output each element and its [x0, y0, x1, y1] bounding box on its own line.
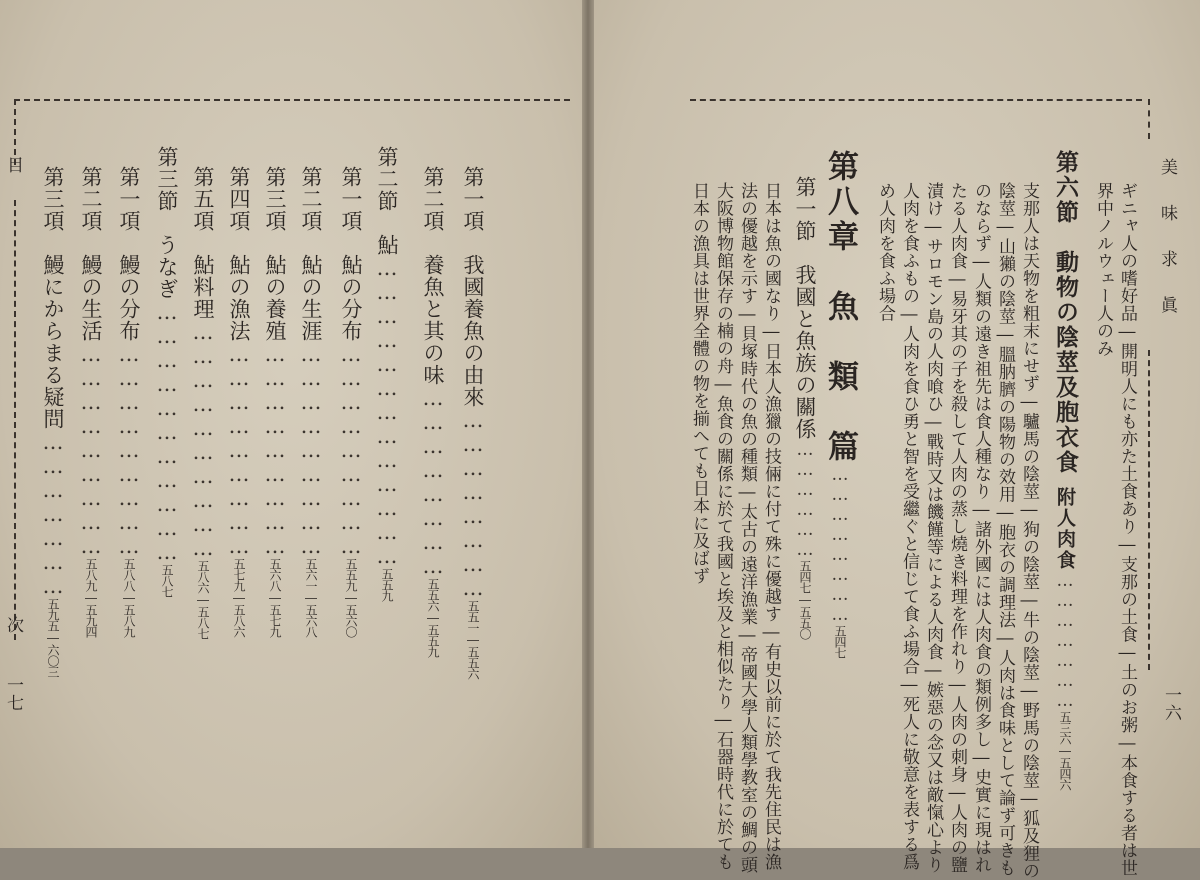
toc-page-range: 五八七 — [160, 564, 174, 597]
toc-entry — [192, 166, 213, 639]
top-border-rule — [690, 99, 1142, 101]
toc-entry — [42, 166, 63, 677]
toc-page-range: 五八八―五八九 — [122, 558, 136, 637]
toc-leader: …………………… — [421, 386, 445, 578]
toc-entry — [422, 166, 443, 657]
toc-page-range: 五六八―五七九 — [268, 558, 282, 637]
toc-entry-label: 第三項 鰻にからまる疑問 — [41, 166, 65, 430]
page-number: 一七 — [3, 676, 23, 712]
toc-entry-label: 第二項 鰻の生活 — [79, 166, 103, 342]
toc-entry-label: 第一項 我國養魚の由來 — [461, 166, 485, 408]
toc-entry — [80, 166, 101, 637]
section-title: 第六節 動物の陰莖及胞衣食 — [1052, 150, 1079, 475]
toc-leader: ……………………… — [299, 342, 323, 558]
body-line: め人肉を食ふ場合 — [875, 182, 895, 322]
toc-entry — [300, 166, 321, 637]
toc-page-range: 五八九―五九四 — [84, 558, 98, 637]
toc-page-range: 五九五―六〇三 — [46, 598, 60, 677]
toc-leader: ………………… — [41, 430, 65, 598]
toc-entry — [228, 166, 249, 637]
page-number: 一六 — [1161, 686, 1181, 722]
body-line: 漬け―サロモン島の人肉喰ひ―戰時又は饑饉等による人肉食―嫉惡の念又は敵愾心より — [923, 182, 943, 874]
toc-entry — [340, 166, 361, 637]
left-page — [0, 0, 582, 848]
running-header-title: 美 味 求 眞 — [1157, 158, 1177, 319]
toc-page-range: 五三六―五四六 — [1058, 711, 1072, 790]
toc-leader: ……………………… — [117, 342, 141, 558]
toc-entry-label: 第一項 鰻の分布 — [117, 166, 141, 342]
toc-entry-label: 第五項 鮎料理 — [191, 166, 215, 320]
toc-entry-label: 第三項 鮎の養殖 — [263, 166, 287, 342]
toc-page-range: 五五六―五五九 — [426, 578, 440, 657]
toc-entry-label: 第三節 うなぎ — [155, 146, 179, 300]
toc-page-range: 五五九―五六〇 — [344, 558, 358, 637]
top-border-rule — [14, 99, 570, 101]
section-title: 第一節 我國と魚族の關係 — [793, 176, 817, 440]
toc-entry — [462, 166, 483, 679]
toc-leader: …………………… — [461, 408, 485, 600]
toc-page-range: 五六一―五六八 — [304, 558, 318, 637]
side-border-rule — [1148, 350, 1150, 670]
side-border-rule — [1148, 99, 1150, 139]
body-line: たる人肉食―易牙其の子を殺して人肉の蒸し燒き料理を作れり―人肉の刺身―人肉の鹽 — [947, 182, 967, 874]
toc-leader: ………………… — [1055, 571, 1075, 711]
toc-entry-label: 第四項 鮎の漁法 — [227, 166, 251, 342]
toc-entry — [376, 146, 397, 601]
body-line: 法の優越を示す―貝塚時代の魚の種類―太古の遠洋漁業―帝國大學人類學教室の鯛の頭 — [737, 182, 757, 874]
section-appendix: 附人肉食 — [1054, 487, 1076, 571]
chapter-title: 第八章 魚 類 篇 — [822, 150, 858, 465]
toc-entry — [156, 146, 177, 597]
toc-entry — [118, 166, 139, 637]
toc-leader: ……………………… — [339, 342, 363, 558]
toc-leader: ………………………………… — [375, 256, 399, 568]
body-line: 界中ノルウェー人のみ — [1093, 182, 1113, 357]
toc-leader: ……………… — [795, 440, 815, 560]
toc-entry-label: 第二項 鮎の生涯 — [299, 166, 323, 342]
toc-entry — [264, 166, 285, 637]
chapter-heading — [822, 150, 858, 658]
toc-leader: ………………………… — [191, 320, 215, 560]
body-line: 大阪博物館保存の楠の舟―魚食の關係に於て我國と埃及と相似たり―石器時代に於ても — [713, 182, 733, 871]
section-heading — [1054, 150, 1077, 790]
running-header-top: 目 — [3, 156, 23, 179]
toc-leader: ……………………… — [227, 342, 251, 558]
toc-page-range: 五七九―五八六 — [232, 558, 246, 637]
body-line: ギニャ人の嗜好品―開明人にも亦た土食あり―支那の土食―土のお粥―本食する者は世 — [1117, 182, 1137, 877]
book-gutter — [582, 0, 594, 848]
toc-leader: …………………… — [830, 465, 850, 625]
section-heading — [794, 176, 815, 639]
body-line: 陰莖―山獺の陰莖―膃肭臍の陽物の效用―胞衣の調理法―人肉は食味として論ず可きも — [995, 182, 1015, 877]
toc-page-range: 五五九 — [380, 568, 394, 601]
toc-entry-label: 第二節 鮎 — [375, 146, 399, 256]
toc-entry-label: 第一項 鮎の分布 — [339, 166, 363, 342]
running-header-bottom: 次 — [3, 616, 23, 639]
body-line: のならず―人類の遠き祖先は食人種なり―諸外國には人肉食の類例多し―史實に現はれ — [971, 182, 991, 874]
toc-leader: …………………………… — [155, 300, 179, 564]
toc-page-range: 五八六―五八七 — [196, 560, 210, 639]
toc-leader: ……………………… — [79, 342, 103, 558]
toc-leader: ……………………… — [263, 342, 287, 558]
toc-page-range: 五四七 — [833, 625, 847, 658]
toc-entry-label: 第二項 養魚と其の味 — [421, 166, 445, 386]
right-page — [594, 0, 1200, 880]
body-line: 日本は魚の國なり―日本人漁獵の技倆に付て殊に優越す―有史以前に於て我先住民は漁 — [761, 182, 781, 871]
body-line: 日本の漁具は世界全體の物を揃へても日本に及ばず — [689, 182, 709, 585]
toc-page-range: 五四七―五五〇 — [798, 560, 812, 639]
side-border-rule — [14, 200, 16, 640]
body-line: 支那人は天物を粗末にせず―驢馬の陰莖―狗の陰莖―牛の陰莖―野馬の陰莖―狐及狸の — [1019, 182, 1039, 880]
toc-page-range: 五五一―五五六 — [466, 600, 480, 679]
body-line: 人肉を食ふもの―人肉を食ひ勇と智を受繼ぐと信じて食ふ場合―死人に敬意を表する爲 — [899, 182, 919, 871]
